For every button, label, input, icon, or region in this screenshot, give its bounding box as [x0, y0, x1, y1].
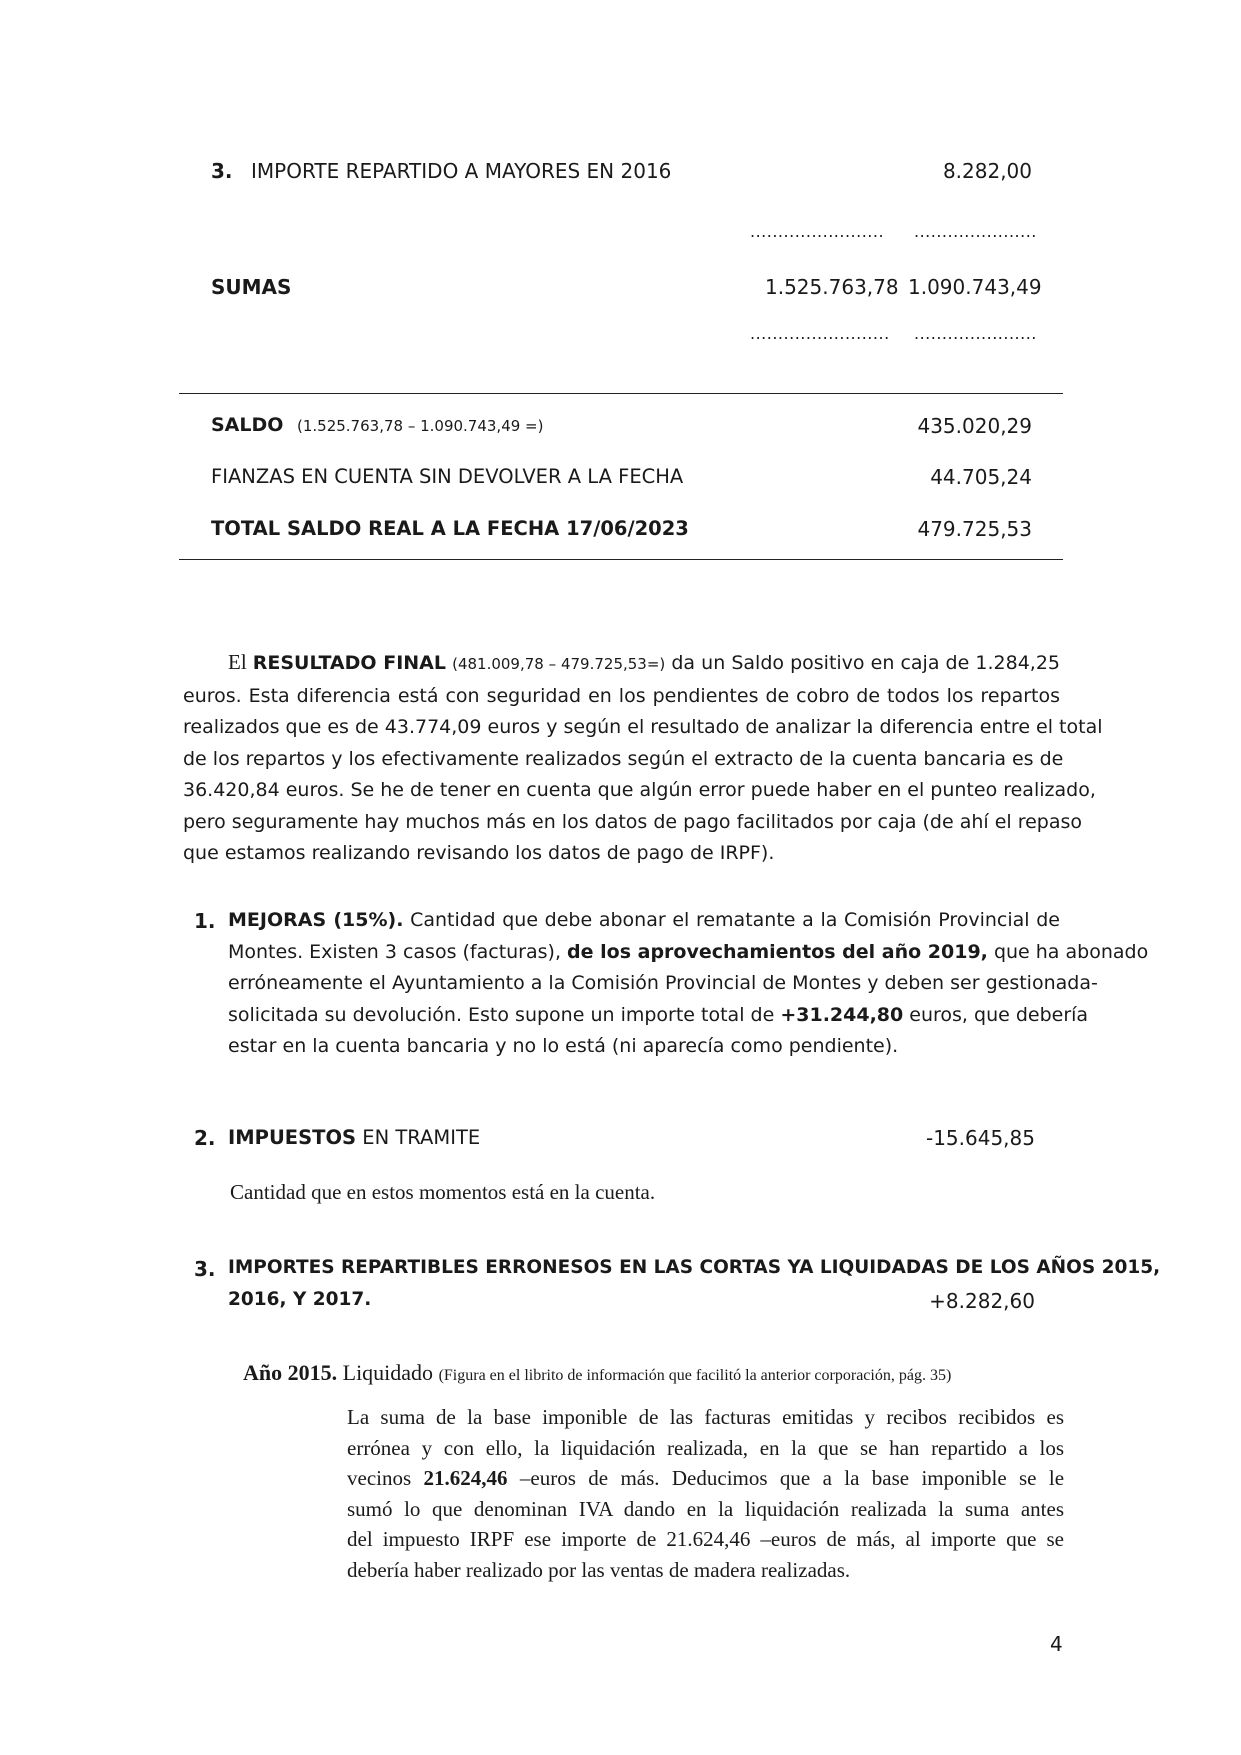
resultado-line: de los repartos y los efectivamente realizados según el extracto de la cuenta bancaria es de	[183, 747, 1064, 770]
mejoras-paragraph	[228, 905, 1149, 1063]
mejoras-amount: +31.244,80	[780, 1003, 904, 1026]
divider-bottom	[179, 559, 1063, 560]
anio-line: del impuesto IRPF ese importe de 21.624,46 –euros de más, al importe que se	[347, 1527, 1064, 1551]
resultado-line: que estamos realizando revisando los datos de pago de IRPF).	[183, 842, 775, 864]
importes-heading: IMPORTES REPARTIBLES ERRONESOS EN LAS CORTAS YA LIQUIDADAS DE LOS AÑOS 2015,	[228, 1257, 1161, 1278]
mejoras-label: MEJORAS (15%).	[228, 909, 404, 931]
saldo-label: SALDO	[211, 414, 284, 436]
resultado-paragraph	[183, 647, 1103, 870]
importes-heading-years: 2016, Y 2017.	[228, 1289, 372, 1310]
impuestos-note: Cantidad que en estos momentos está en la cuenta.	[230, 1180, 656, 1204]
fianzas-label: FIANZAS EN CUENTA SIN DEVOLVER A LA FECHA	[211, 465, 684, 488]
impuestos-label-rest: EN TRAMITE	[362, 1126, 481, 1149]
anio-line: errónea y con ello, la liquidación realizada, en la que se han repartido a los	[347, 1435, 1064, 1460]
sumas-value-gastos: 1.090.743,49	[908, 275, 1042, 299]
mejoras-highlight: de los aprovechamientos del año 2019,	[567, 940, 988, 963]
impuestos-label	[228, 1126, 480, 1149]
dots-separator: ......................	[914, 222, 1037, 241]
resultado-text: da un Saldo positivo en caja de 1.284,25	[671, 652, 1061, 674]
item-number: 3.	[211, 159, 233, 183]
total-saldo-value: 479.725,53	[917, 517, 1032, 541]
anio-line: La suma de la base imponible de las facturas emitidas y recibos recibidos es	[347, 1405, 1064, 1429]
saldo-value: 435.020,29	[917, 414, 1032, 438]
fianzas-value: 44.705,24	[930, 465, 1032, 489]
importes-value: +8.282,60	[929, 1289, 1035, 1313]
item-number: 3.	[194, 1257, 216, 1281]
anio-heading-year: Año 2015.	[243, 1360, 338, 1385]
resultado-line: pero seguramente hay muchos más en los datos de pago facilitados por caja (de ahí el repaso	[183, 810, 1083, 833]
mejoras-text: que ha abonado	[993, 940, 1149, 963]
anio-line: sumó lo que denominan IVA dando en la liquidación realizada la suma antes	[347, 1496, 1064, 1521]
item-value: 8.282,00	[942, 159, 1032, 183]
saldo-formula: (1.525.763,78 – 1.090.743,49 =)	[297, 417, 544, 435]
item-number: 2.	[194, 1126, 216, 1150]
resultado-prefix: El	[228, 650, 247, 674]
mejoras-text: euros, que debería	[909, 1003, 1089, 1026]
page-number: 4	[1050, 1632, 1063, 1656]
anio-paragraph	[347, 1402, 1064, 1585]
mejoras-text: solicitada su devolución. Esto supone un importe total de	[228, 1003, 775, 1026]
resultado-line: realizados que es de 43.774,09 euros y según el resultado de analizar la diferencia entre el total	[183, 716, 1103, 738]
mejoras-text: estar en la cuenta bancaria y no lo está (ni aparecía como pendiente).	[228, 1035, 899, 1057]
mejoras-text: Cantidad que debe abonar el rematante a la Comisión Provincial de	[410, 909, 1060, 931]
item-number: 1.	[194, 909, 216, 933]
anio-heading	[243, 1360, 951, 1386]
resultado-label: RESULTADO FINAL	[252, 652, 446, 674]
dots-separator: .........................	[750, 324, 890, 343]
item-label: IMPORTE REPARTIDO A MAYORES EN 2016	[251, 159, 672, 183]
sumas-value-ingresos: 1.525.763,78	[765, 275, 899, 299]
resultado-formula: (481.009,78 – 479.725,53=)	[452, 655, 666, 673]
anio-text: vecinos	[347, 1466, 412, 1490]
anio-heading-status: Liquidado	[342, 1360, 434, 1385]
resultado-line: 36.420,84 euros. Se he de tener en cuenta que algún error puede haber en el punteo realizado,	[183, 779, 1096, 801]
anio-line: debería haber realizado por las ventas de madera realizadas.	[347, 1557, 851, 1582]
total-saldo-label: TOTAL SALDO REAL A LA FECHA 17/06/2023	[211, 517, 689, 540]
dots-separator: ........................	[750, 222, 885, 241]
impuestos-value: -15.645,85	[925, 1126, 1035, 1150]
dots-separator: ......................	[914, 324, 1037, 343]
mejoras-text: erróneamente el Ayuntamiento a la Comisión Provincial de Montes y deben ser gestionada-	[228, 972, 1098, 994]
divider-top	[179, 393, 1063, 394]
impuestos-label-bold: IMPUESTOS	[228, 1126, 357, 1149]
resultado-line: euros. Esta diferencia está con seguridad en los pendientes de cobro de todos los repartos	[183, 684, 1060, 707]
anio-text: –euros de más. Deducimos que a la base imponible se le	[519, 1466, 1065, 1490]
sumas-label: SUMAS	[211, 275, 292, 299]
anio-amount: 21.624,46	[423, 1466, 508, 1490]
anio-heading-note: (Figura en el librito de información que facilitó la anterior corporación, pág. 35)	[438, 1367, 952, 1384]
mejoras-text: Montes. Existen 3 casos (facturas),	[228, 940, 561, 963]
